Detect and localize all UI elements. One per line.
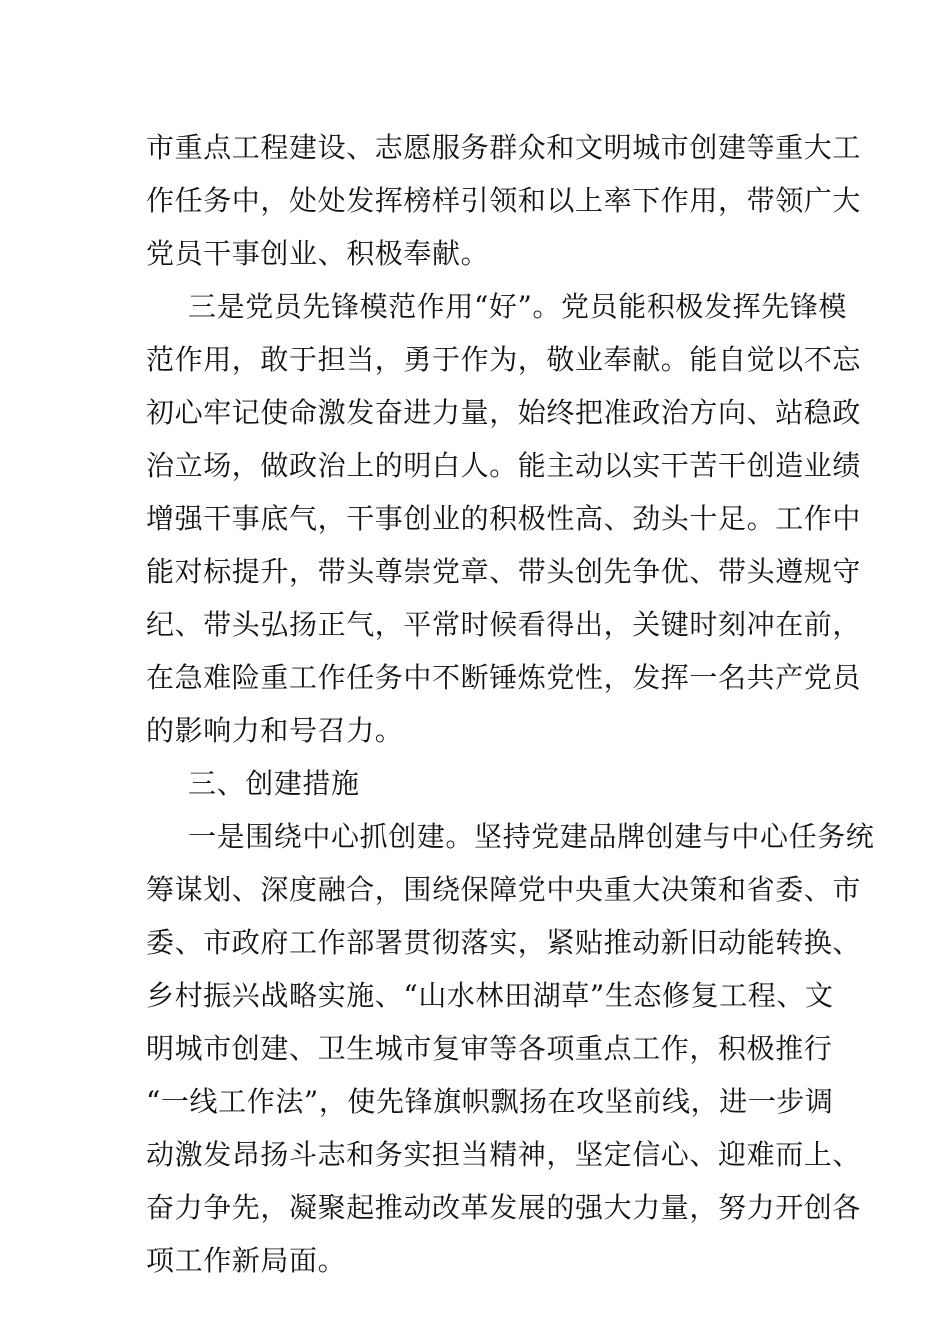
text-line: 市重点工程建设、志愿服务群众和文明城市创建等重大工 xyxy=(146,131,862,164)
text-line: 在急难险重工作任务中不断锤炼党性，发挥一名共产党员 xyxy=(146,661,862,694)
text-line: 能对标提升，带头尊崇党章、带头创先争优、带头遵规守 xyxy=(146,555,862,588)
text-line: 增强干事底气，干事创业的积极性高、劲头十足。工作中 xyxy=(146,502,862,535)
text-line: 奋力争先，凝聚起推动改革发展的强大力量，努力开创各 xyxy=(146,1191,862,1224)
text-line: 的影响力和号召力。 xyxy=(146,714,404,747)
text-line: 党员干事创业、积极奉献。 xyxy=(146,237,490,270)
text-line: 范作用，敢于担当，勇于作为，敬业奉献。能自觉以不忘 xyxy=(146,343,862,376)
text-line: 乡村振兴战略实施、“山水林田湖草”生态修复工程、文 xyxy=(146,979,834,1012)
text-line: 委、市政府工作部署贯彻落实，紧贴推动新旧动能转换、 xyxy=(146,926,862,959)
paragraph-start-line: 三是党员先锋模范作用“好”。党员能积极发挥先锋模 xyxy=(188,290,848,323)
section-heading: 三、创建措施 xyxy=(188,767,360,800)
text-line: 动激发昂扬斗志和务实担当精神，坚定信心、迎难而上、 xyxy=(146,1138,862,1171)
text-line: 项工作新局面。 xyxy=(146,1244,347,1277)
text-line: 筹谋划、深度融合，围绕保障党中央重大决策和省委、市 xyxy=(146,873,862,906)
text-line: “一线工作法”，使先锋旗帜飘扬在攻坚前线，进一步调 xyxy=(146,1085,834,1118)
text-line: 纪、带头弘扬正气，平常时候看得出，关键时刻冲在前， xyxy=(146,608,862,641)
paragraph-start-line: 一是围绕中心抓创建。坚持党建品牌创建与中心任务统 xyxy=(188,820,875,853)
text-line: 作任务中，处处发挥榜样引领和以上率下作用，带领广大 xyxy=(146,184,862,217)
text-line: 初心牢记使命激发奋进力量，始终把准政治方向、站稳政 xyxy=(146,396,862,429)
text-line: 明城市创建、卫生城市复审等各项重点工作，积极推行 xyxy=(146,1032,833,1065)
text-line: 治立场，做政治上的明白人。能主动以实干苦干创造业绩 xyxy=(146,449,862,482)
